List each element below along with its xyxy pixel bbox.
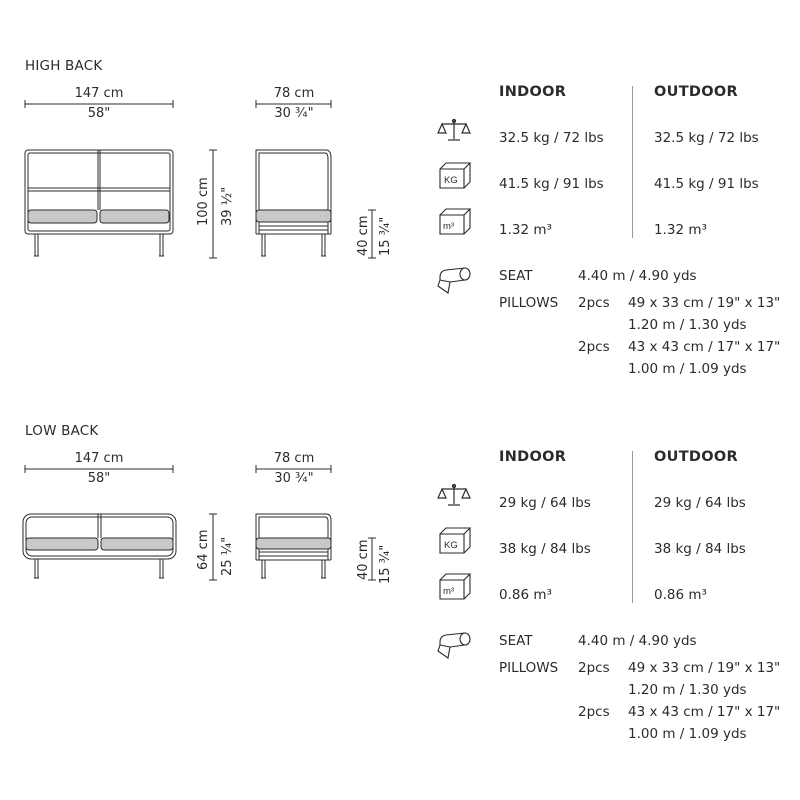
m3-icon-text: m³ xyxy=(443,586,455,597)
volume-outdoor: 1.32 m³ xyxy=(654,222,707,238)
pillow1-qty: 2pcs xyxy=(578,295,610,311)
side-depth-cm: 78 cm xyxy=(273,451,315,466)
seat-height-cm: 40 cm xyxy=(356,539,371,580)
pillow1-size: 49 x 33 cm / 19" x 13" xyxy=(628,295,781,311)
kg-icon-text: KG xyxy=(444,540,458,551)
pillow2-size: 43 x 43 cm / 17" x 17" xyxy=(628,339,781,355)
seat-height-cm: 40 cm xyxy=(356,215,371,256)
side-depth-in: 30 ¾" xyxy=(274,106,314,121)
pillow2-fabric: 1.00 m / 1.09 yds xyxy=(628,361,747,377)
pillow1-size: 49 x 33 cm / 19" x 13" xyxy=(628,660,781,676)
kg-icon-text: KG xyxy=(444,175,458,186)
pillow1-qty: 2pcs xyxy=(578,660,610,676)
fabric-roll-icon xyxy=(436,631,474,663)
net-weight-indoor: 29 kg / 64 lbs xyxy=(499,495,591,511)
seat-fabric-value: 4.40 m / 4.90 yds xyxy=(578,633,697,649)
kg-box-icon xyxy=(438,526,472,558)
column-outdoor: OUTDOOR xyxy=(654,84,738,100)
pillows-label: PILLOWS xyxy=(499,660,559,676)
pillow2-fabric: 1.00 m / 1.09 yds xyxy=(628,726,747,742)
section-title: LOW BACK xyxy=(25,423,99,439)
gross-weight-indoor: 41.5 kg / 91 lbs xyxy=(499,176,604,192)
pillow2-size: 43 x 43 cm / 17" x 17" xyxy=(628,704,781,720)
side-depth-cm: 78 cm xyxy=(273,86,315,101)
total-height-cm: 64 cm xyxy=(196,529,211,570)
side-depth-in: 30 ¾" xyxy=(274,471,314,486)
volume-indoor: 1.32 m³ xyxy=(499,222,552,238)
front-width-in: 58" xyxy=(87,106,111,121)
m3-box-icon xyxy=(438,572,472,604)
pillow2-qty: 2pcs xyxy=(578,704,610,720)
volume-indoor: 0.86 m³ xyxy=(499,587,552,603)
gross-weight-outdoor: 38 kg / 84 lbs xyxy=(654,541,746,557)
seat-height-in: 15 ¾" xyxy=(378,216,393,256)
total-height-cm: 100 cm xyxy=(196,177,211,226)
pillows-label: PILLOWS xyxy=(499,295,559,311)
seat-label: SEAT xyxy=(499,633,533,649)
gross-weight-indoor: 38 kg / 84 lbs xyxy=(499,541,591,557)
seat-label: SEAT xyxy=(499,268,533,284)
seat-height-in: 15 ¾" xyxy=(378,544,393,584)
front-width-cm: 147 cm xyxy=(74,86,124,101)
net-weight-outdoor: 32.5 kg / 72 lbs xyxy=(654,130,759,146)
front-width-in: 58" xyxy=(87,471,111,486)
column-indoor: INDOOR xyxy=(499,84,567,100)
net-weight-outdoor: 29 kg / 64 lbs xyxy=(654,495,746,511)
volume-outdoor: 0.86 m³ xyxy=(654,587,707,603)
m3-icon-text: m³ xyxy=(443,221,455,232)
gross-weight-outdoor: 41.5 kg / 91 lbs xyxy=(654,176,759,192)
seat-fabric-value: 4.40 m / 4.90 yds xyxy=(578,268,697,284)
pillow1-fabric: 1.20 m / 1.30 yds xyxy=(628,682,747,698)
total-height-in: 39 ½" xyxy=(220,186,235,226)
pillow1-fabric: 1.20 m / 1.30 yds xyxy=(628,317,747,333)
net-weight-indoor: 32.5 kg / 72 lbs xyxy=(499,130,604,146)
column-indoor: INDOOR xyxy=(499,449,567,465)
column-outdoor: OUTDOOR xyxy=(654,449,738,465)
column-divider xyxy=(632,451,633,603)
total-height-in: 25 ¼" xyxy=(220,536,235,576)
front-width-cm: 147 cm xyxy=(74,451,124,466)
balance-scale-icon xyxy=(437,483,471,513)
section-title: HIGH BACK xyxy=(25,58,103,74)
pillow2-qty: 2pcs xyxy=(578,339,610,355)
